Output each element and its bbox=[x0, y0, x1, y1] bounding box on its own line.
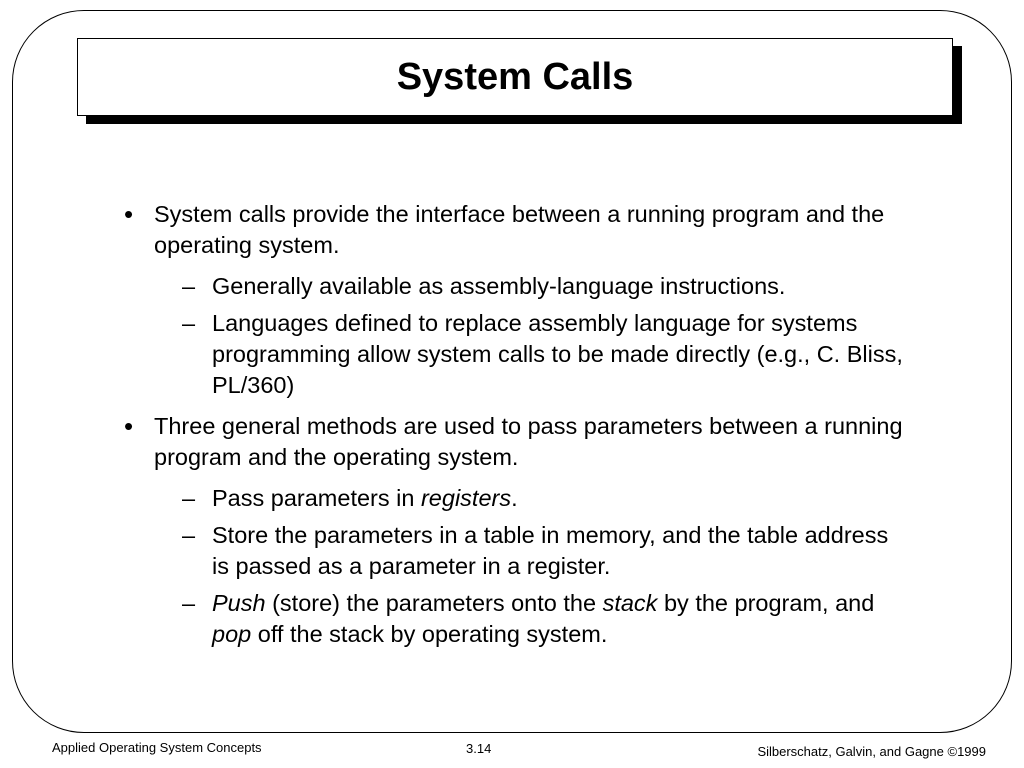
text-run: Pass parameters in bbox=[212, 485, 421, 511]
sub-item-text: Languages defined to replace assembly language for systems programming allow system calls to be made directly (e.g., C. Bliss, PL/360) bbox=[212, 310, 903, 398]
bullet-text: Three general methods are used to pass parameters between a running program and the operating system. bbox=[154, 413, 903, 470]
text-run: . bbox=[511, 485, 518, 511]
bullet-dot: • bbox=[124, 199, 134, 229]
slide-content bbox=[124, 199, 904, 660]
sub-item bbox=[124, 483, 904, 514]
sub-item-text: Generally available as assembly-language instructions. bbox=[212, 273, 786, 299]
sub-item bbox=[124, 271, 904, 302]
italic-term: Push bbox=[212, 590, 266, 616]
bullet-dot: • bbox=[124, 411, 134, 441]
footer-course-title: Applied Operating System Concepts bbox=[52, 740, 262, 755]
footer-authors: Silberschatz, Galvin, and Gagne ©1999 bbox=[757, 744, 986, 759]
footer-page-number: 3.14 bbox=[466, 741, 492, 756]
text-run: off the stack by operating system. bbox=[251, 621, 608, 647]
sub-list bbox=[124, 271, 904, 401]
bullet-text: System calls provide the interface between a running program and the operating system. bbox=[154, 201, 885, 258]
sub-item bbox=[124, 308, 904, 401]
dash-mark: – bbox=[182, 590, 196, 616]
bullet-item bbox=[124, 199, 904, 261]
dash-mark: – bbox=[182, 273, 196, 299]
sub-item-text: Store the parameters in a table in memory, and the table address is passed as a parameter in a register. bbox=[212, 522, 889, 579]
text-run: by the program, and bbox=[657, 590, 875, 616]
sub-list bbox=[124, 483, 904, 650]
slide-title: System Calls bbox=[396, 55, 634, 98]
dash-mark: – bbox=[182, 485, 196, 511]
italic-term: pop bbox=[212, 621, 252, 647]
dash-mark: – bbox=[182, 522, 196, 548]
italic-term: registers bbox=[420, 485, 512, 511]
dash-mark: – bbox=[182, 310, 196, 336]
sub-item-text bbox=[212, 485, 518, 511]
sub-item bbox=[124, 588, 904, 650]
italic-term: stack bbox=[602, 590, 658, 616]
bullet-item bbox=[124, 411, 904, 473]
text-run: (store) the parameters onto the bbox=[265, 590, 603, 616]
sub-item-text bbox=[212, 590, 874, 647]
sub-item bbox=[124, 520, 904, 582]
title-box bbox=[77, 38, 953, 116]
